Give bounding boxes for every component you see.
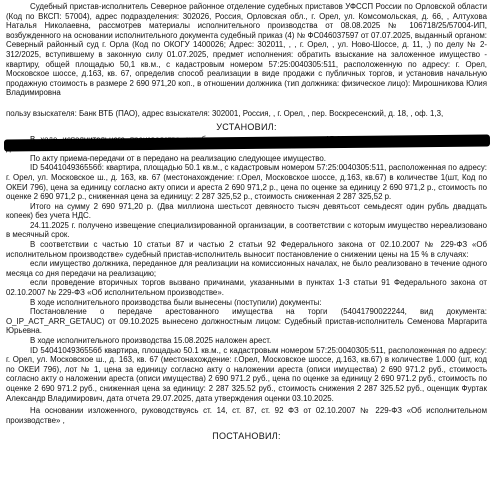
body-paragraph: В ходе исполнительного производства были вынесены (поступили) документы:: [30, 297, 322, 307]
heading-ustanovil: УСТАНОВИЛ:: [216, 121, 277, 132]
creditor-paragraph: пользу взыскателя: Банк ВТБ (ПАО), адрес взыскателя: 302001, Россия, , г. Орел, , пер. Воскресенский, д. 18, , оф. 1,3,: [6, 108, 444, 118]
body-paragraph: 24.11.2025 г. получено извещение специализированной организации, в соответствии с которым имущество нереализовано в месячный срок.: [6, 220, 487, 240]
body-paragraph: если имущество должника, переданное для реализации на комиссионных началах, не было реализовано в течение одного месяца со дня передачи на реализацию;: [6, 259, 487, 278]
intro-paragraph: Судебный пристав-исполнитель Северное районное отделение судебных приставов УФССП России по Орловской области (Код по ВКСП: 57004), адрес подразделения: 302026, Россия, Орловская обл., г. Орел, ул. Комсомольская, д. 66, , Алтухова Наталья Николаевна, рассмотрев материалы исполнительного производства от 08.08.2025 № 106718/25/57004-ИП, возбужденного на основании исполнительного документа судебный приказ (4) № ФС046037597 от 07.07.2025, выданный органом: Северный районный суд г. Орла (Код по ОКОГУ 1400026; Адрес: 302011, , , г. Орел, , ул. Ново-Шоссе, д. 11, ,) по делу № 2-312/2025, вступившему в законную силу 01.07.2025, предмет исполнения: обратить взыскание на заложенное имущество - квартиру, общей площадью 50,1 кв.м., с кадастровым номером 57:25:0040305:511, расположенную по адресу: г. Орел, Московское шоссе, д.163, кв. 67, определив способ реализации в виде продажи с публичных торгов, и установив начальную продажную стоимость в размере 2 690 971,20 коп., в отношении должника (тип должника: физическое лицо): Мирошникова Юлия Владимировна: [6, 2, 487, 98]
body-paragraph: если проведение вторичных торгов вызвано причинами, указанными в пунктах 1-3 статьи 91 Федерального закона от 02.10.2007 № 229-ФЗ «Об исполнительном производстве».: [6, 278, 487, 298]
body-paragraph: Итого на сумму 2 690 971,20 р. (Два миллиона шестьсот девяносто тысяч девятьсот семьдесят один рубль двадцать копеек) без учета НДС.: [6, 201, 487, 221]
body-paragraph: В соответствии с частью 10 статьи 87 и частью 2 статьи 92 Федерального закона от 02.10.2007 № 229-ФЗ «Об исполнительном производстве» судебный пристав-исполнитель выносит постановление о снижении цены на 15 % в случаях:: [6, 240, 487, 259]
body-paragraph: В ходе исполнительного производства 15.08.2025 наложен арест.: [30, 336, 272, 345]
body-paragraph: На основании изложенного, руководствуясь ст. 14, ст. 87, ст. 92 ФЗ от 02.10.2007 № 229-ФЗ «Об исполнительном производстве» ,: [6, 406, 487, 425]
body-paragraph: ID 5404104936556б квартира, площадью 50.1 кв.м., с кадастровым номером 57:25:0040305:511, расположенная по адресу: г. Орел, ул. Московское ш., д. 163, кв. 67 (местонахождение: г.Орел, Московское шоссе, д.163, кв.67) в количестве 1.000 (шт, код по ОКЕИ 796), лот № 1, цена за единицу согласно акту о наложении ареста (описи имущества) 2 690 971.2 руб., стоимость согласно акту о наложении ареста (описи имущества) 2 690 971.2 руб., цена по оценке за единицу 2 690 971.2 руб., стоимость по оценке 2 690 971.2 руб., сниженная цена за единицу: 2 287 325.52 руб., стоимость снижения 2 287 325.52 руб., оценщик Фуртак Александр Владимирович, дата отчета 29.07.2025, дата утверждения оценки 03.10.2025.: [6, 345, 487, 403]
body-paragraph: Постановление о передаче арестованного имущества на торги (54041790022244, вид документа: O_IP_ACT_ARR_GETAUC) от 09.10.2025 вынесено должностным лицом: Судебный пристав-исполнитель Семенова Маргарита Юрьевна.: [6, 307, 487, 336]
heading-postanovil: ПОСТАНОВИЛ:: [212, 431, 281, 442]
body-paragraph: По акту приема-передачи от в передано на реализацию следующее имущество.: [30, 153, 326, 163]
body-paragraph: ID 5404104936556б: квартира, площадью 50.1 кв.м., с кадастровым номером 57:25:0040305:511, расположенная по адресу: г. Орел, ул. Московское ш., д. 163, кв. 67 (местонахождение: г.Орел, Московское шоссе, д.163, кв.67) в количестве 1(шт, Код по ОКЕИ 796), цена за единицу согласно акту описи и ареста 2 690 971,2 р., цена по оценке за единицу 2 690 971,2 р., стоимость по оценке 2 690 971,2 р., сниженная цена за единицу: 2 287 325,52 р., стоимость сниженная 2 287 325,52 р.: [6, 163, 487, 202]
